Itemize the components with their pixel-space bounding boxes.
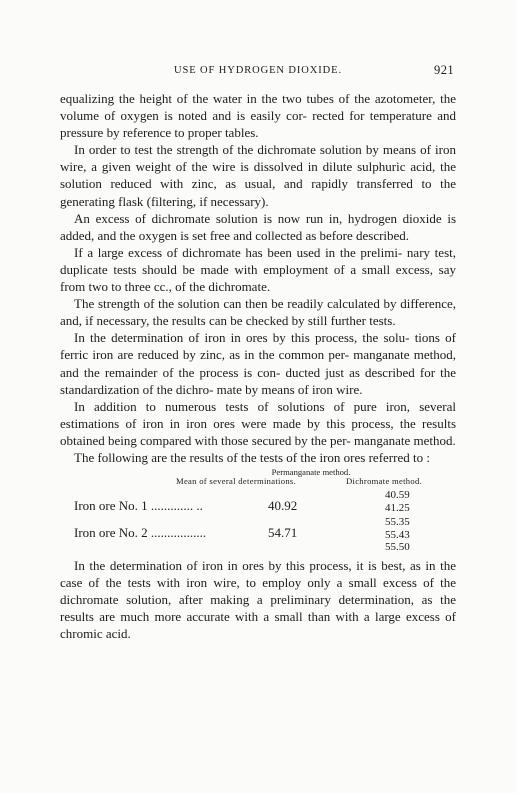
permanganate-value: 54.71 [268, 525, 298, 541]
paragraph: equalizing the height of the water in the two tubes of the azotometer, the volume of oxygen is noted and is easily cor- rected for temperature and pressure by reference to proper tables. [60, 91, 456, 141]
dichromate-heading: Dichromate method. [346, 476, 423, 487]
paragraph: An excess of dichromate solution is now run in, hydrogen dioxide is added, and the oxygen is set free and collected as before described. [60, 210, 456, 243]
dichromate-values [385, 489, 410, 514]
table-row [60, 515, 456, 555]
paragraph: In the determination of iron in ores by this process, it is best, as in the case of the tests with iron wire, to employ only a small excess of the dichromate solution, after making a preliminary determination, as the results are much more accurate with a small than with a large excess of chromic acid. [60, 558, 456, 642]
dichromate-values [385, 516, 410, 554]
table-row [60, 489, 456, 515]
running-title: USE OF HYDROGEN DIOXIDE. [173, 65, 342, 76]
book-page [60, 62, 456, 643]
paragraph: In the determination of iron in ores by this process, the solu- tions of ferric iron are reduced by zinc, as in the common per- manganate method, and the remainder of the process is con- ducted just as described for the standardization of the dichro- mate by means of iron wire. [60, 330, 456, 397]
dichromate-value: 55.35 [385, 516, 410, 529]
paragraph: If a large excess of dichromate has been used in the prelimi- nary test, duplicate tests should be made with employment of a small excess, say from two to three cc., of the dichromate. [60, 244, 456, 295]
permanganate-value: 40.92 [268, 498, 298, 514]
dichromate-value: 40.59 [385, 489, 410, 502]
dichromate-value: 41.25 [385, 501, 410, 514]
results-table [60, 467, 456, 555]
paragraph: In addition to numerous tests of solutions of pure iron, several estimations of iron in iron ores were made by this process, the results obtained being compared with those secured by the per- manganate method. [60, 398, 456, 448]
page-number: 921 [434, 63, 454, 77]
running-head [60, 62, 456, 82]
mean-heading: Mean of several determinations. [176, 476, 297, 487]
dichromate-value: 55.43 [385, 528, 410, 541]
paragraph: The following are the results of the tests of the iron ores referred to : [74, 449, 430, 465]
ore-label: Iron ore No. 2 ................. [74, 525, 207, 541]
body-text [60, 90, 456, 643]
results-column-headings [60, 467, 456, 489]
paragraph: The strength of the solution can then be readily calculated by difference, and, if necessary, the results can be checked by still further tests. [60, 296, 456, 329]
ore-label: Iron ore No. 1 ............. .. [74, 498, 203, 514]
dichromate-value: 55.50 [385, 541, 410, 554]
permanganate-heading: Permanganate method. [271, 467, 351, 478]
paragraph: In order to test the strength of the dichromate solution by means of iron wire, a given weight of the wire is dissolved in dilute sulphuric acid, the solution reduced with zinc, as usual, and rapidly transferred to the generating flask (filtering, if necessary). [60, 142, 456, 209]
